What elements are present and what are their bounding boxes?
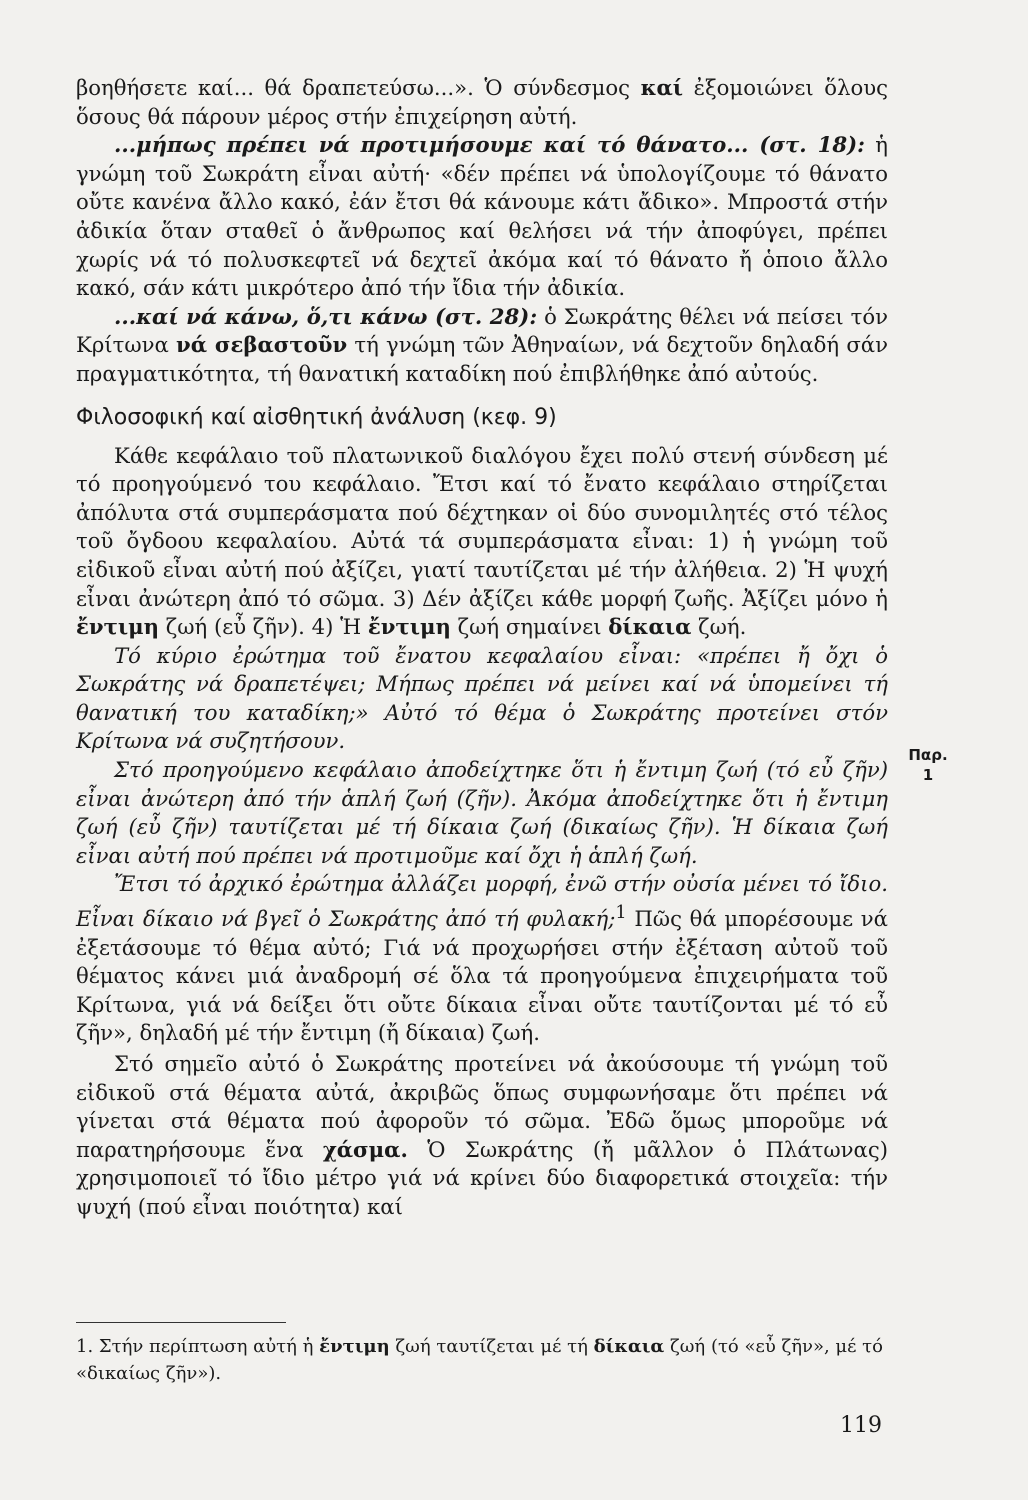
paragraph-6: Στό προηγούμενο κεφάλαιο ἀποδείχτηκε ὅτι ἡ ἔντιμη ζωή (τό εὖ ζῆν) εἶναι ἀνώτερη ἀπό τήν ἁπλή ζωή (ζῆν). Ἀκόμα ἀποδείχτηκε ὅτι ἡ ἔντιμη ζωή (εὖ ζῆν) ταυτίζεται μέ τή δίκαια ζωή (δικαίως ζῆν). Ἡ δίκαια ζωή εἶναι αὐτή πού πρέπει νά προτιμοῦμε καί ὄχι ἡ ἁπλή ζωή. <box>76 757 888 868</box>
paragraph-4: Κάθε κεφάλαιο τοῦ πλατωνικοῦ διαλόγου ἔχει πολύ στενή σύνδεση μέ τό προηγούμενό του κεφάλαιο. Ἔτσι καί τό ἔνατο κεφάλαιο στηρίζεται ἀπόλυτα στά συμπεράσματα πού δέχτηκαν οἱ δύο συνομιλητές στό τέλος τοῦ ὄγδοου κεφαλαίου. Αὐτά τά συμπεράσματα εἶναι: 1) ἡ γνώμη τοῦ εἰδικοῦ εἶναι αὐτή πού ἀξίζει, γιατί ταυτίζεται μέ τήν ἀλήθεια. 2) Ἡ ψυχή εἶναι ἀνώτερη ἀπό τό σῶμα. 3) Δέν ἀξίζει κάθε μορφή ζωῆς. Ἀξίζει μόνο ἡ ἔντιμη ζωή (εὖ ζῆν). 4) Ἡ ἔντιμη ζωή σημαίνει δίκαια ζωή. <box>76 442 888 640</box>
margin-note <box>898 745 958 785</box>
paragraph-1: βοηθήσετε καί... θά δραπετεύσω...». Ὁ σύνδεσμος καί ἐξομοιώνει ὅλους ὅσους θά πάρουν μέρος στήν ἐπιχείρηση αὐτή. <box>76 75 888 129</box>
paragraph-7: Ἔτσι τό ἀρχικό ἐρώτημα ἀλλάζει μορφή, ἐνῶ στήν οὐσία μένει τό ἴδιο. Εἶναι δίκαιο νά βγεῖ ὁ Σωκράτης ἀπό τή φυλακή;$^1$ Πῶς θά μπορέσουμε νά ἐξετάσουμε τό θέμα αὐτό; Γιά νά προχωρήσει στήν ἐξέταση αὐτοῦ τοῦ θέματος κάνει μιά ἀναδρομή σέ ὅλα τά προηγούμενα ἐπιχειρήματα τοῦ Κρίτωνα, γιά νά δείξει ὅτι οὔτε δίκαια εἶναι οὔτε ταυτίζονται μέ τό εὖ ζῆν», δηλαδή μέ τήν ἔντιμη (ἤ δίκαια) ζωή. <box>76 871 888 1046</box>
paragraph-8: Στό σημεῖο αὐτό ὁ Σωκράτης προτείνει νά ἀκούσουμε τή γνώμη τοῦ εἰδικοῦ στά θέματα αὐτά, ἀκριβῶς ὅπως συμφωνήσαμε ὅτι πρέπει νά γίνεται στά θέματα πού ἀφοροῦν τό σῶμα. Ἐδῶ ὅμως μποροῦμε νά παρατηρήσουμε ἕνα χάσμα. Ὁ Σωκράτης (ἤ μᾶλλον ὁ Πλάτωνας) χρησιμοποιεῖ τό ἴδιο μέτρο γιά νά κρίνει δύο διαφορετικά στοιχεῖα: τήν ψυχή (πού εἶναι ποιότητα) καί <box>76 1051 888 1220</box>
page-number: 119 <box>840 1413 882 1438</box>
paragraph-2: ...μήπως πρέπει νά προτιμήσουμε καί τό θάνατο... (στ. 18): ἡ γνώμη τοῦ Σωκράτη εἶναι αὐτή· «δέν πρέπει νά ὑπολογίζουμε τό θάνατο οὔτε κανένα ἄλλο κακό, ἐάν ἔτσι θά κάνουμε κάτι ἄδικο». Μπροστά στήν ἀδικία ὅταν σταθεῖ ὁ ἄνθρωπος καί θελήσει νά τήν ἀποφύγει, πρέπει χωρίς νά τό πολυσκεφτεῖ νά δεχτεῖ ἀκόμα καί τό θάνατο ἤ ὁποιο ἄλλο κακό, σάν κάτι μικρότερο ἀπό τήν ἴδια τήν ἀδικία. <box>76 132 888 301</box>
footnote-marker: 1 <box>615 903 627 924</box>
paragraph-3: ...καί νά κάνω, ὅ,τι κάνω (στ. 28): ὁ Σωκράτης θέλει νά πείσει τόν Κρίτωνα νά σεβαστοῦν τή γνώμη τῶν Ἀθηναίων, νά δεχτοῦν δηλαδή σάν πραγματικότητα, τή θανατική καταδίκη πού ἐπιβλήθηκε ἀπό αὐτούς. <box>76 303 888 386</box>
section-heading: Φιλοσοφική καί αἰσθητική ἀνάλυση (κεφ. 9) <box>76 404 557 430</box>
footnote: 1. Στήν περίπτωση αὐτή ἡ ἔντιμη ζωή ταυτίζεται μέ τή δίκαια ζωή (τό «εὖ ζῆν», μέ τό «δικαίως ζῆν»). <box>76 1336 883 1384</box>
margin-note-label: Παρ. <box>908 746 948 764</box>
margin-note-number: 1 <box>922 766 934 784</box>
paragraph-5: Τό κύριο ἐρώτημα τοῦ ἔνατου κεφαλαίου εἶναι: «πρέπει ἤ ὄχι ὁ Σωκράτης νά δραπετέψει; Μήπως πρέπει νά μείνει καί νά ὑπομείνει τή θανατική του καταδίκη;» Αὐτό τό θέμα ὁ Σωκράτης προτείνει στόν Κρίτωνα νά συζητήσουν. <box>76 642 888 754</box>
footnote-rule <box>76 1322 286 1323</box>
page-body <box>76 74 888 1222</box>
